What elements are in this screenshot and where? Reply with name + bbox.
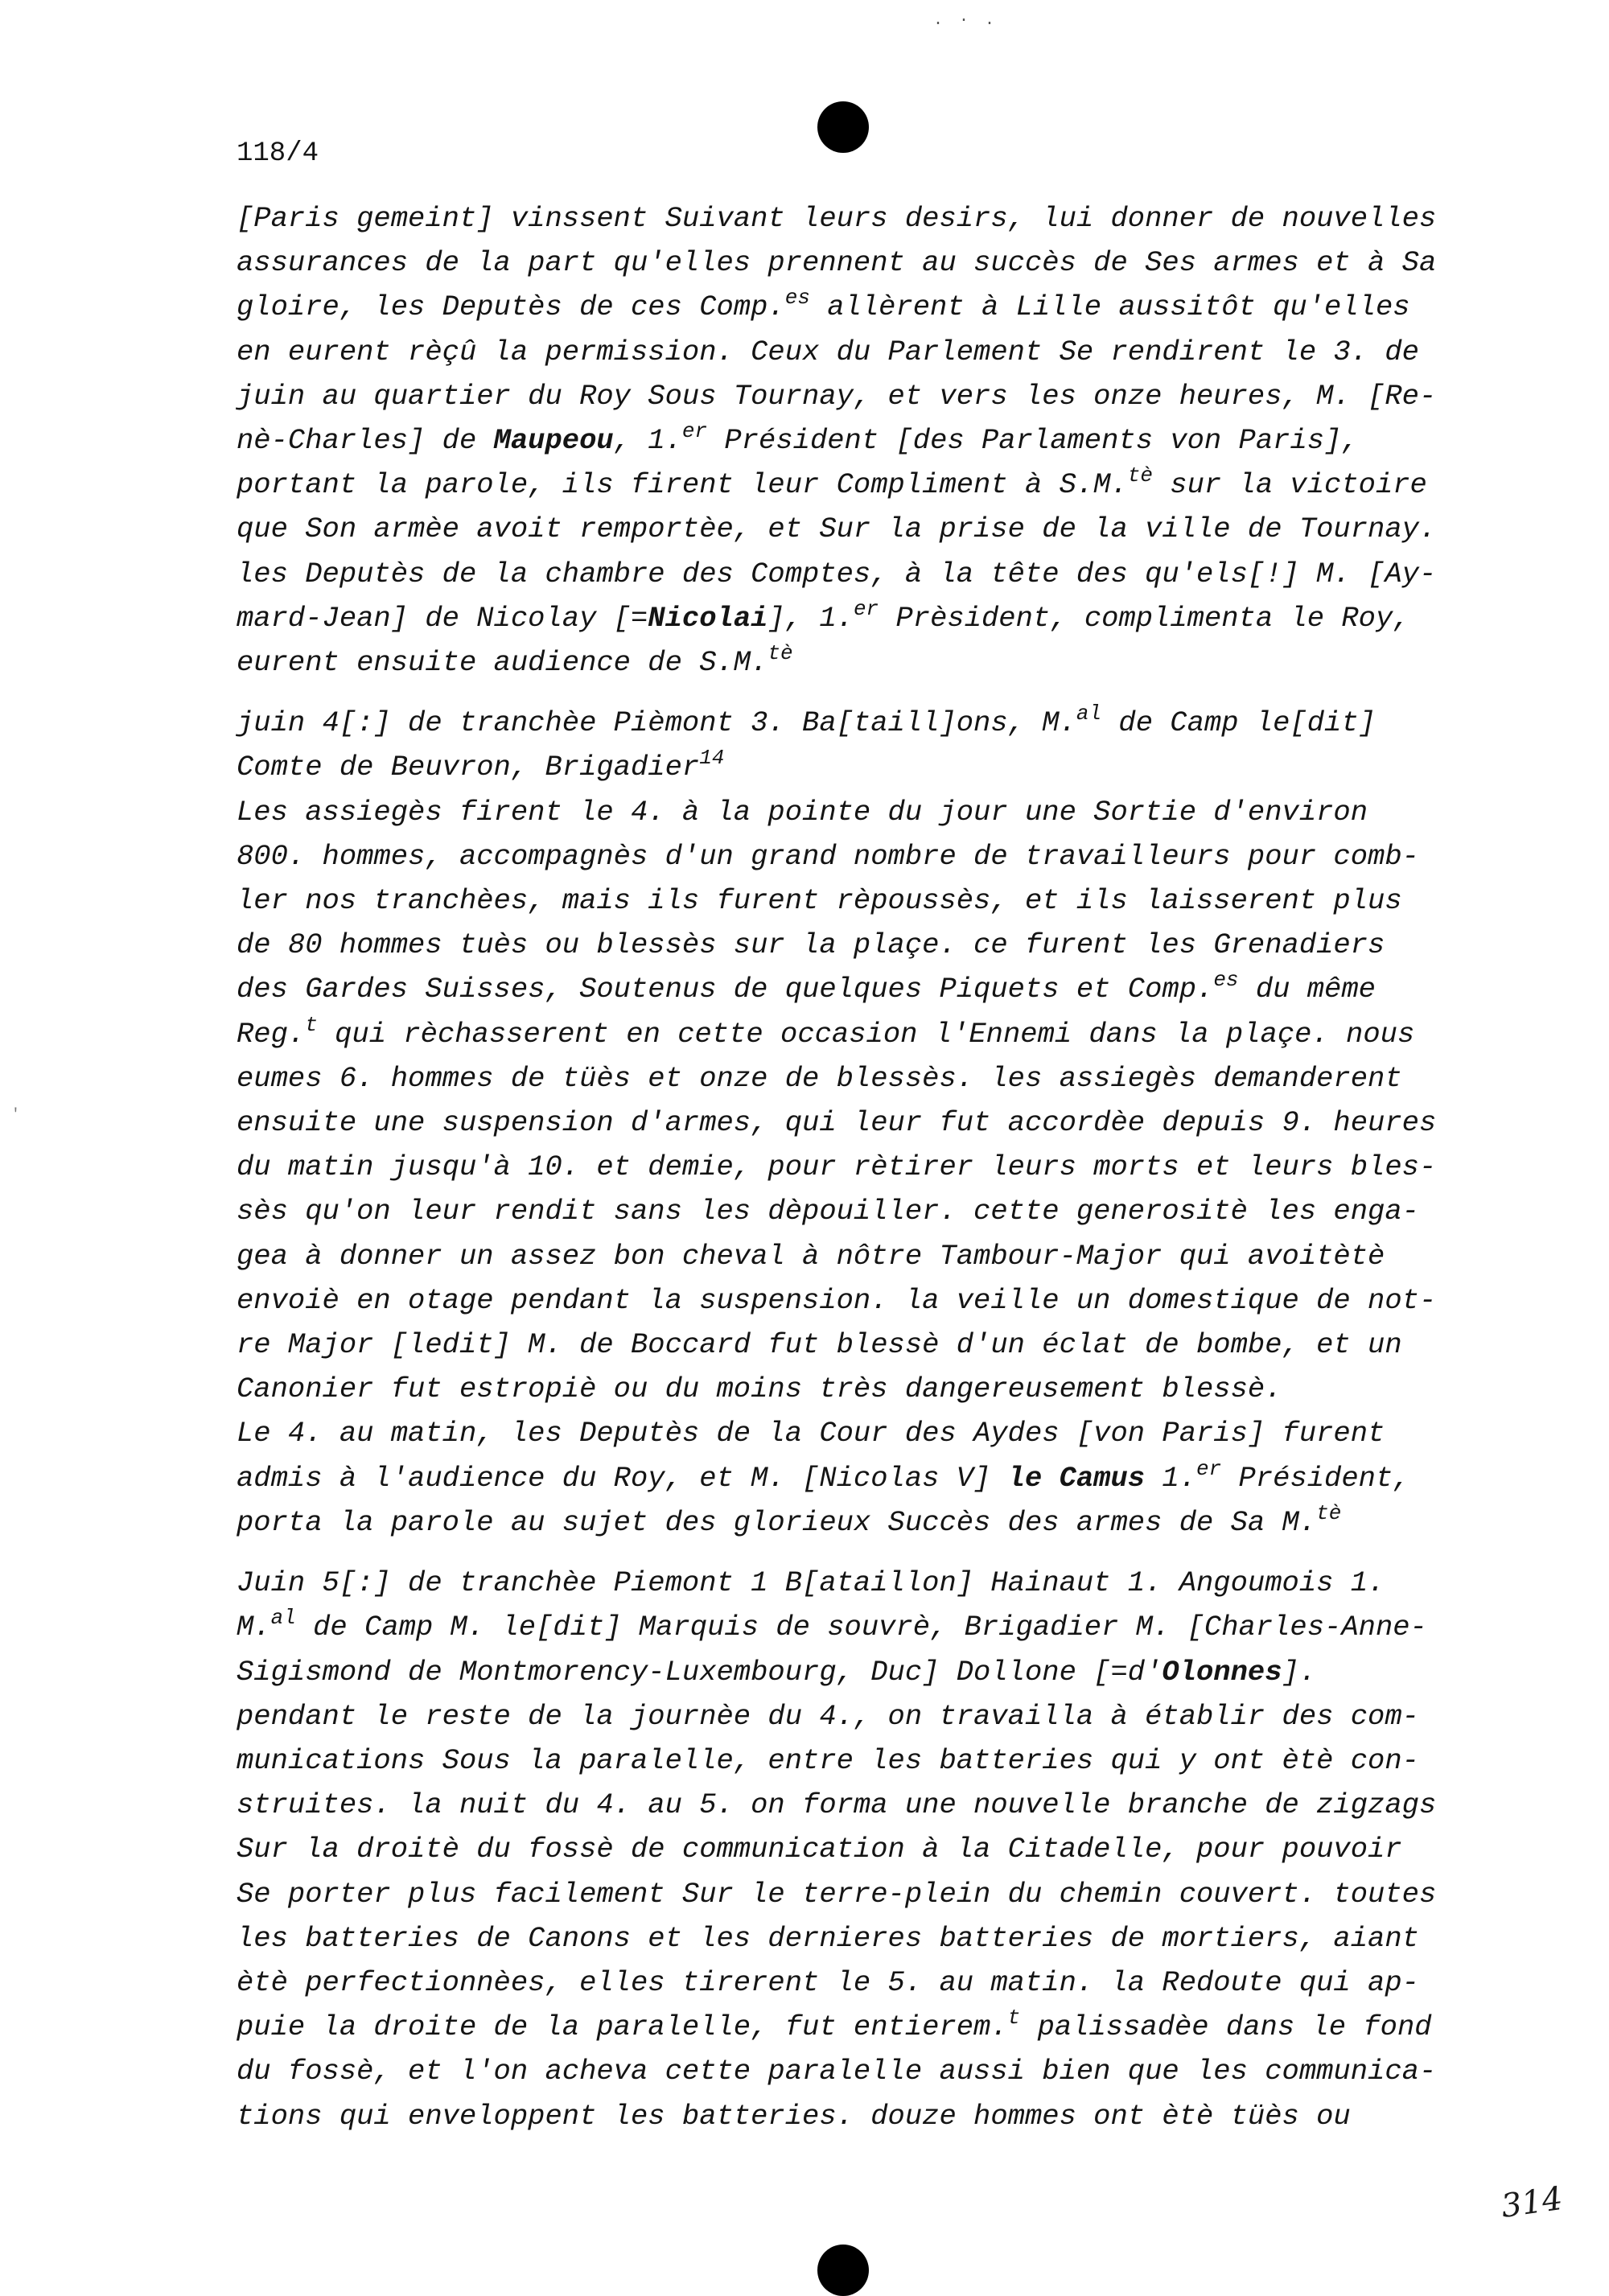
text-line: Juin 5[:] de tranchèe Piemont 1 B[ataillon] Hainaut 1. Angoumois 1. [237,1566,1385,1600]
text-line: les Deputès de la chambre des Comptes, à la tête des qu'els[!] M. [Ay- [237,557,1437,590]
text-line: Sigismond de Montmorency-Luxembourg, Duc] Dollone [=d'Olonnes]. [237,1655,1317,1689]
text-line: de 80 hommes tuès ou blessès sur la plaçe. ce furent les Grenadiers [237,928,1385,962]
text-line: Reg.$^t$ qui rèchasserent en cette occasion l'Ennemi dans la plaçe. nous [237,1012,1415,1051]
punch-hole-top [817,101,869,153]
text-line: les batteries de Canons et les dernieres batteries de mortiers, aiant [237,1921,1419,1955]
text-line: tions qui enveloppent les batteries. douze hommes ont ètè tüès ou [237,2099,1351,2133]
text-line: nè-Charles] de Maupeou, 1.$^{er}$ Président [des Parlaments von Paris], [237,419,1359,458]
text-line: en eurent rèçû la permission. Ceux du Parlement Se rendirent le 3. de [237,335,1419,368]
text-line: ler nos tranchèes, mais ils furent rèpoussès, et ils laisserent plus [237,884,1402,918]
text-line: M.$^{al}$ de Camp M. le[dit] Marquis de souvrè, Brigadier M. [Charles-Anne- [237,1606,1427,1644]
text-line: porta la parole au sujet des glorieux Succès des armes de Sa M.$^{tè}$ [237,1500,1342,1539]
text-line: envoiè en otage pendant la suspension. la veille un domestique de not- [237,1283,1437,1317]
name-le-camus: le Camus [1007,1461,1146,1495]
text-line: des Gardes Suisses, Soutenus de quelques Piquets et Comp.$^{es}$ du même [237,968,1376,1006]
text-line: eurent ensuite audience de S.M.$^{tè}$ [237,641,793,680]
text-line: assurances de la part qu'elles prennent au succès de Ses armes et à Sa [237,246,1437,280]
text-line: juin 4[:] de tranchèe Pièmont 3. Ba[taill]ons, M.$^{al}$ de Camp le[dit] [237,702,1376,740]
footnote-ref: 14 [699,746,725,771]
text-line: [Paris gemeint] vinssent Suivant leurs desirs, lui donner de nouvelles [237,202,1437,235]
punch-hole-bottom [817,2245,869,2296]
text-line: pendant le reste de la journèe du 4., on travailla à établir des com- [237,1699,1419,1733]
text-line: gea à donner un assez bon cheval à nôtre Tambour-Major qui avoitètè [237,1239,1385,1273]
text-line: du fossè, et l'on acheva cette paralelle aussi bien que les communica- [237,2055,1437,2088]
text-line: sès qu'on leur rendit sans les dèpouiller. cette generositè les enga- [237,1195,1419,1228]
text-line: Canonier fut estropiè ou du moins très dangereusement blessè. [237,1372,1282,1406]
text-line: que Son armèe avoit remportèe, et Sur la prise de la ville de Tournay. [237,512,1437,546]
text-line: juin au quartier du Roy Sous Tournay, et vers les onze heures, M. [Re- [237,379,1437,413]
name-nicolai: Nicolai [648,601,768,635]
text-line: struites. la nuit du 4. au 5. on forma une nouvelle branche de zigzags [237,1788,1437,1822]
text-line: mard-Jean] de Nicolay [=Nicolai], 1.$^{er}$ Prèsident, complimenta le Roy, [237,596,1410,635]
text-line: re Major [ledit] M. de Boccard fut blessè d'un éclat de bombe, et un [237,1328,1402,1362]
text-line: portant la parole, ils firent leur Compliment à S.M.$^{tè}$ sur la victoire [237,463,1427,502]
text-line: Les assiegès firent le 4. à la pointe du jour une Sortie d'environ [237,795,1368,829]
text-line: eumes 6. hommes de tüès et onze de blessès. les assiegès demanderent [237,1061,1402,1095]
text-line: 800. hommes, accompagnès d'un grand nombre de travailleurs pour comb- [237,839,1419,873]
text-line: gloire, les Deputès de ces Comp.$^{es}$ allèrent à Lille aussitôt qu'elles [237,286,1410,324]
text-line: du matin jusqu'à 10. et demie, pour rètirer leurs morts et leurs bles- [237,1150,1437,1184]
name-olonnes: Olonnes [1162,1655,1282,1689]
name-maupeou: Maupeou [493,424,614,458]
text-line: Sur la droitè du fossè de communication à la Citadelle, pour pouvoir [237,1833,1402,1866]
folio-number: 314 [1499,2179,1566,2226]
margin-mark: ' [11,1107,20,1123]
text-line: Comte de Beuvron, Brigadier$^{14}$ [237,746,725,784]
text-line: Le 4. au matin, les Deputès de la Cour des Aydes [von Paris] furent [237,1417,1385,1450]
transcription-body [237,196,1475,2138]
scan-specks: . · . [933,11,998,30]
text-line: puie la droite de la paralelle, fut entierem.$^t$ palissadèe dans le fond [237,2006,1432,2044]
text-line: munications Sous la paralelle, entre les batteries qui y ont ètè con- [237,1743,1419,1777]
text-line: Se porter plus facilement Sur le terre-plein du chemin couvert. toutes [237,1877,1437,1911]
text-line: ètè perfectionnèes, elles tirerent le 5. au matin. la Redoute qui ap- [237,1965,1419,1999]
text-line: ensuite une suspension d'armes, qui leur fut accordèe depuis 9. heures [237,1106,1437,1140]
text-line: admis à l'audience du Roy, et M. [Nicolas V] le Camus 1.$^{er}$ Président, [237,1456,1410,1495]
page-id: 118/4 [237,138,319,169]
